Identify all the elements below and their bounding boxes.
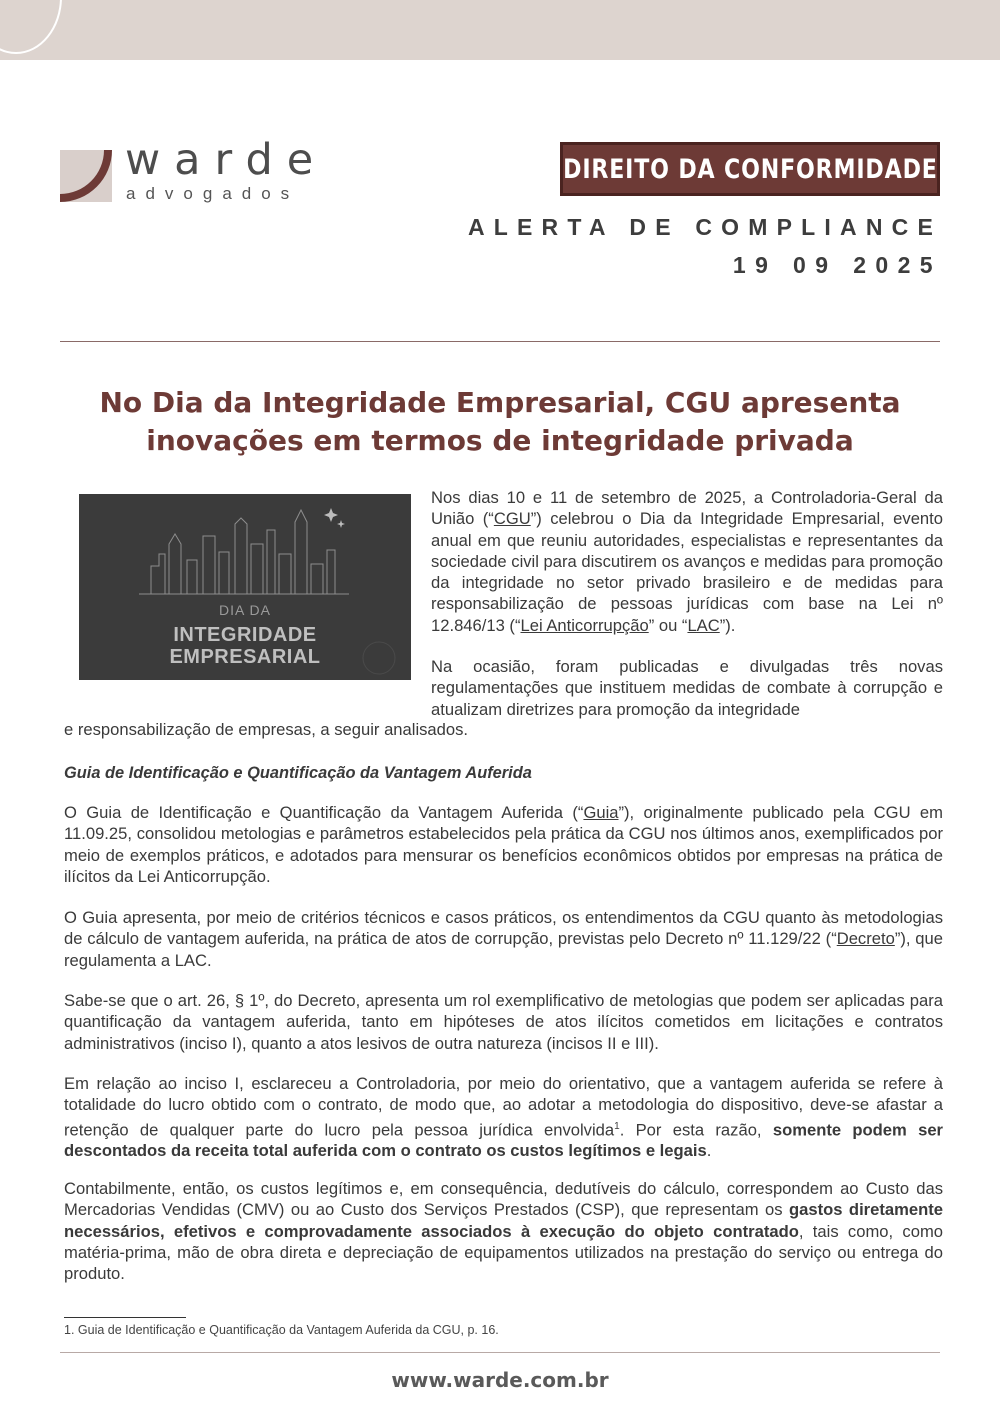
image-caption-2 — [79, 624, 411, 668]
alert-label: ALERTA DE COMPLIANCE — [467, 214, 942, 240]
header-divider — [60, 341, 940, 342]
paragraph-4 — [64, 907, 943, 971]
paragraph-7 — [64, 1178, 943, 1284]
paragraph-6 — [64, 1073, 943, 1162]
logo-wordmark: warde — [125, 135, 328, 185]
footnote: 1. Guia de Identificação e Quantificação da Vantagem Auferida da CGU, p. 16. — [64, 1323, 499, 1337]
lac-link: LAC — [687, 615, 720, 635]
p7-bold-text: gastos diretamente necessários, efetivos e comprovadamente associados à execução do objeto contratado — [64, 1200, 943, 1241]
image-caption-line-2: INTEGRIDADE — [173, 624, 317, 646]
alert-date: 19 09 2025 — [732, 252, 942, 278]
p1-text-b: ”) celebrou o Dia da Integridade Empresarial, evento anual em que reuniu autoridades, especialistas e representantes da sociedade civil para discutirem os avanços e medidas para promoção da integridade no setor privado brasileiro e de medidas para responsabilização de pessoas jurídicas com base na Lei nº 12.846/13 (“ — [431, 509, 943, 635]
p1-text-d: ”). — [719, 615, 736, 635]
cgu-link: CGU — [493, 509, 531, 529]
page-title — [60, 384, 940, 460]
p6-text-a: Em relação ao inciso I, esclareceu a Controladoria, por meio do orientativo, que a vantagem auferida se refere à totalidade do lucro obtido com o contrato, de modo que, ao adotar a metodologia do dispositivo, deve-se afastar a retenção de qualquer parte do lucro pela pessoa jurídica envolvida — [64, 1074, 943, 1140]
p6-text-c: . — [706, 1141, 712, 1161]
title-line-2: inovações em termos de integridade privada — [146, 424, 854, 457]
footer-divider — [60, 1352, 940, 1353]
p3-text-b: ”), originalmente publicado pela CGU em 11.09.25, consolidou metologias e parâmetros estabelecidos pela prática da CGU nos últimos anos, exemplificados por meio de exemplos práticos, e adotados para mensurar os benefícios econômicos obtidos por empresas na prática de ilícitos da Lei Anticorrupção. — [64, 803, 943, 886]
decorative-arc — [0, 0, 62, 54]
p4-text-a: O Guia apresenta, por meio de critérios técnicos e casos práticos, os entendimentos da CGU quanto às metodologias de cálculo de vantagem auferida, na prática de atos de corrupção, previstas pelo Decreto nº 11.129/22 (“ — [64, 908, 943, 949]
top-band — [0, 0, 1000, 60]
logo-subtitle: advogados — [126, 184, 300, 203]
event-image — [79, 494, 411, 680]
paragraph-1 — [431, 487, 943, 636]
p1-text-c: ” ou “ — [648, 615, 688, 635]
p7-text-b: , tais como, como matéria-prima, mão de obra direta e depreciação de equipamentos utilizados na prestação do serviço ou entrega do produto. — [64, 1221, 943, 1284]
section-badge — [560, 142, 940, 196]
paragraph-2b: e responsabilização de empresas, a seguir analisados. — [64, 720, 469, 739]
paragraph-3 — [64, 802, 943, 887]
warde-logo — [60, 135, 360, 205]
title-line-1: No Dia da Integridade Empresarial, CGU apresenta — [99, 386, 901, 419]
image-caption-line-3: EMPRESARIAL — [169, 646, 321, 668]
p6-text-b: . Por esta razão, — [619, 1120, 773, 1140]
p3-text-a: O Guia de Identificação e Quantificação da Vantagem Auferida (“ — [64, 803, 584, 822]
p1-text-a: Nos dias 10 e 11 de setembro de 2025, a Controladoria-Geral da União (“ — [431, 488, 943, 529]
p7-text-a: Contabilmente, então, os custos legítimos e, em consequência, dedutíveis do cálculo, correspondem ao Custo das Mercadorias Vendidas (CMV) ou ao Custo dos Serviços Prestados (CSP), que representam os — [64, 1179, 943, 1220]
image-caption-1: DIA DA — [219, 602, 271, 618]
paragraph-5: Sabe-se que o art. 26, § 1º, do Decreto, apresenta um rol exemplificativo de metologias que podem ser aplicadas para quantificação da vantagem auferida, tanto em hipóteses de atos ilícitos cometidos em licitações e contratos administrativos (inciso I), quanto a atos lesivos de outra natureza (incisos II e III). — [64, 991, 943, 1053]
footnote-ref: 1 — [614, 1120, 620, 1132]
decreto-link: Decreto — [836, 929, 895, 949]
website-link[interactable]: www.warde.com.br — [391, 1368, 609, 1392]
p4-text-b: ”), que regulamenta a LAC. — [64, 929, 943, 970]
paragraph-2a: Na ocasião, foram publicadas e divulgadas três novas regulamentações que instituem medidas de combate à corrupção e atualizam diretrizes para promoção da integridade — [431, 657, 943, 719]
section-heading: Guia de Identificação e Quantificação da Vantagem Auferida — [64, 764, 532, 782]
section-badge-label: DIREITO DA CONFORMIDADE — [562, 153, 938, 185]
logo-mark-icon — [60, 150, 112, 202]
lei-anticorrupcao-link: Lei Anticorrupção — [520, 615, 649, 635]
guia-link: Guia — [583, 803, 619, 822]
p6-bold-text: somente podem ser descontados da receita total auferida com o contrato os custos legítimos e legais — [64, 1120, 944, 1161]
footnote-divider — [64, 1317, 186, 1318]
